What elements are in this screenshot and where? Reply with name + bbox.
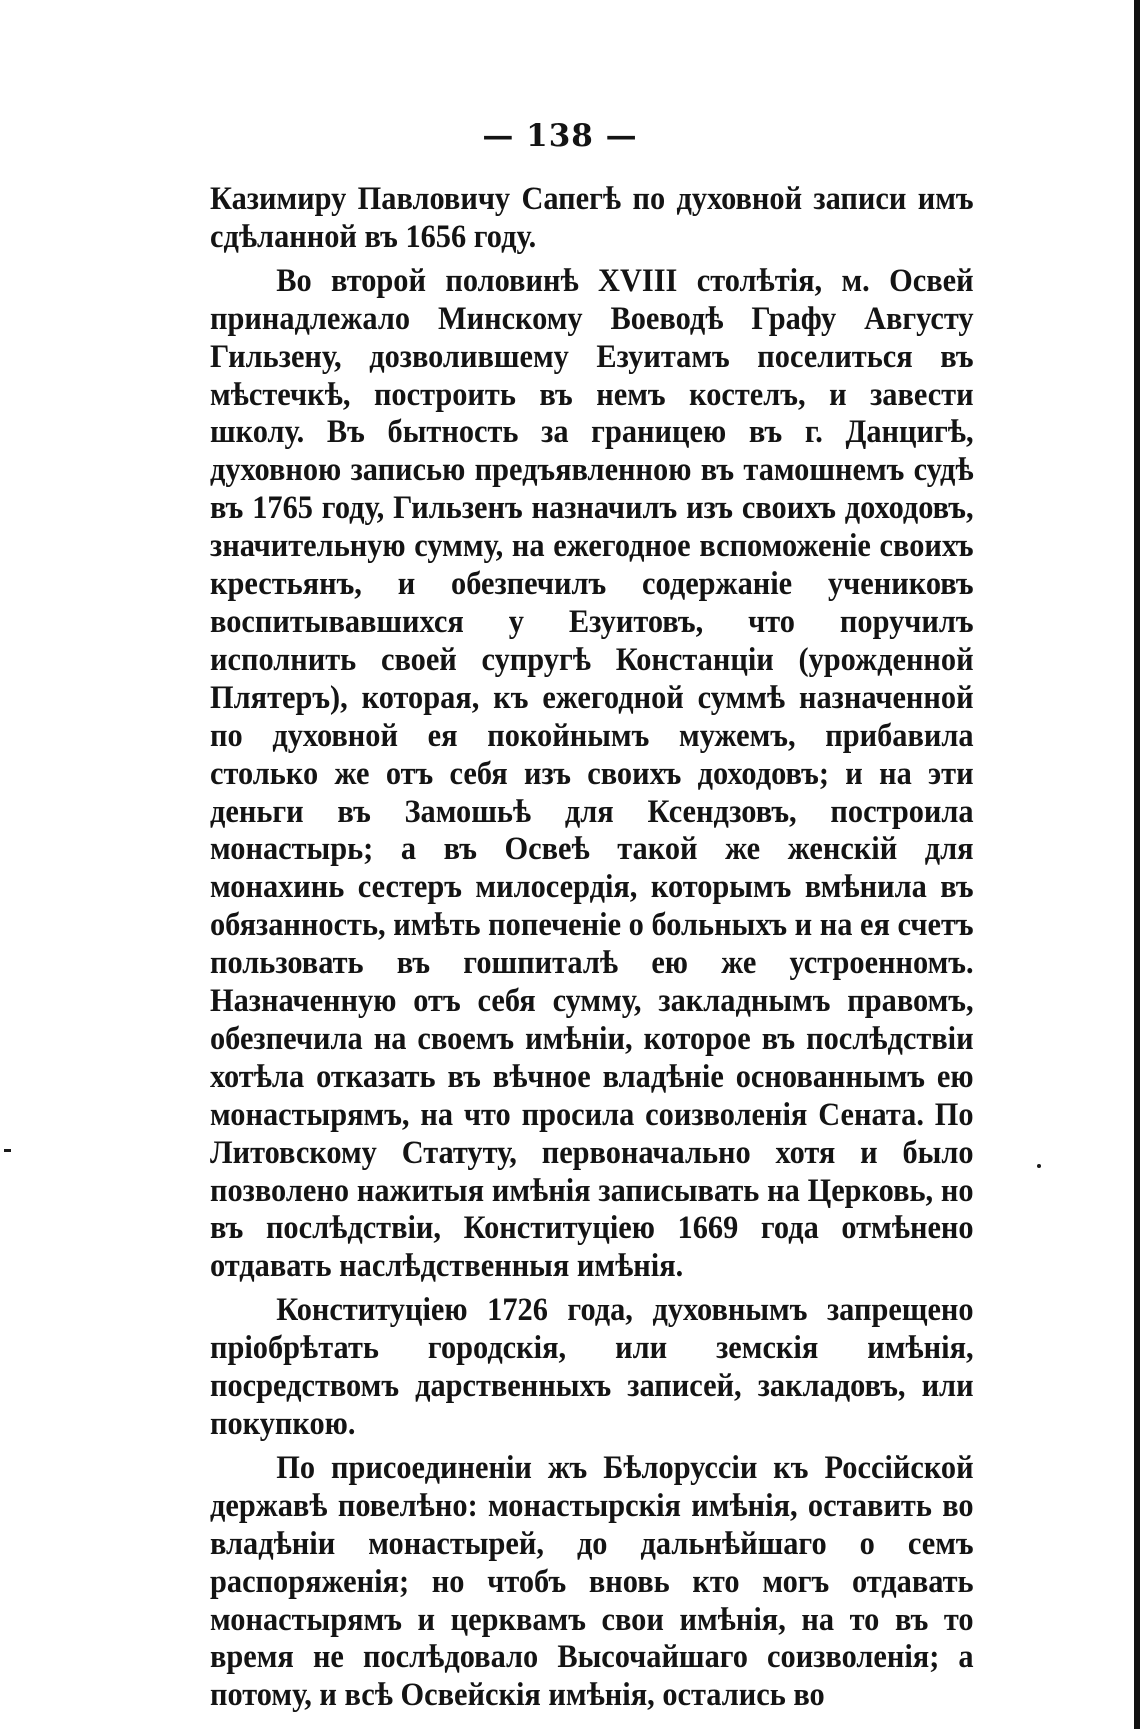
page-number: — 138 — <box>482 118 638 154</box>
paragraph-constitution-1726: Конституціею 1726 года, духовнымъ запрещено пріобрѣтать городскія, или земскія имѣнія, посредствомъ дарственныхъ записей, закладовъ, или покупкою. <box>210 1292 974 1442</box>
scan-edge-shadow <box>1134 0 1140 1729</box>
body-text <box>210 181 974 1715</box>
paragraph-hilzen-history: Во второй половинѣ XVIII столѣтія, м. Освей принадлежало Минскому Воеводѣ Графу Августу Гильзену, дозволившему Езуитамъ поселиться въ мѣстечкѣ, построить въ немъ костелъ, и завести школу. Въ бытность за границею въ г. Данцигѣ, духовною записью предъявленною въ тамошнемъ судѣ въ 1765 году, Гильзенъ назначилъ изъ своихъ доходовъ, значительную сумму, на ежегодное вспоможеніе своихъ крестьянъ, и обезпечилъ содержаніе учениковъ воспитывавшихся у Езуитовъ, что поручилъ исполнить своей супругѣ Констанціи (урожденной Плятеръ), которая, къ ежегодной суммѣ назначенной по духовной ея покойнымъ мужемъ, прибавила столько же отъ себя изъ своихъ доходовъ; и на эти деньги въ Замошьѣ для Ксендзовъ, построила монастырь; а въ Освеѣ такой же женскій для монахинь сестеръ милосердія, которымъ вмѣнила въ обязанность, имѣть попеченіе о больныхъ и на ея счетъ пользовать въ гошпиталѣ ею же устроенномъ. Назначенную отъ себя сумму, закладнымъ правомъ, обезпечила на своемъ имѣніи, которое въ послѣдствіи хотѣла отказать въ вѣчное владѣніе основаннымъ ею монастырямъ, на что просила соизволенія Сената. По Литовскому Статуту, первоначально хотя и было позволено нажитыя имѣнія записывать на Церковь, но въ послѣдствіи, Конституціею 1669 года отмѣнено отдавать наслѣдственныя имѣнія. <box>210 262 974 1285</box>
margin-scan-dot <box>1037 1164 1041 1168</box>
paragraph-annexation: По присоединеніи жъ Бѣлоруссіи къ Россійской державѣ повелѣно: монастырскія имѣнія, оставить во владѣніи монастырей, до дальнѣйшаго о семъ распоряженія; но чтобъ вновь кто могъ отдавать монастырямъ и церквамъ свои имѣнія, на то въ то время не послѣдовало Высочайшаго соизволенія; а потому, и всѣ Освейскія имѣнія, остались во <box>210 1449 974 1714</box>
paragraph-continuation: Казимиру Павловичу Сапегѣ по духовной записи имъ сдѣланной въ 1656 году. <box>210 181 974 255</box>
margin-scan-mark <box>4 1149 11 1152</box>
